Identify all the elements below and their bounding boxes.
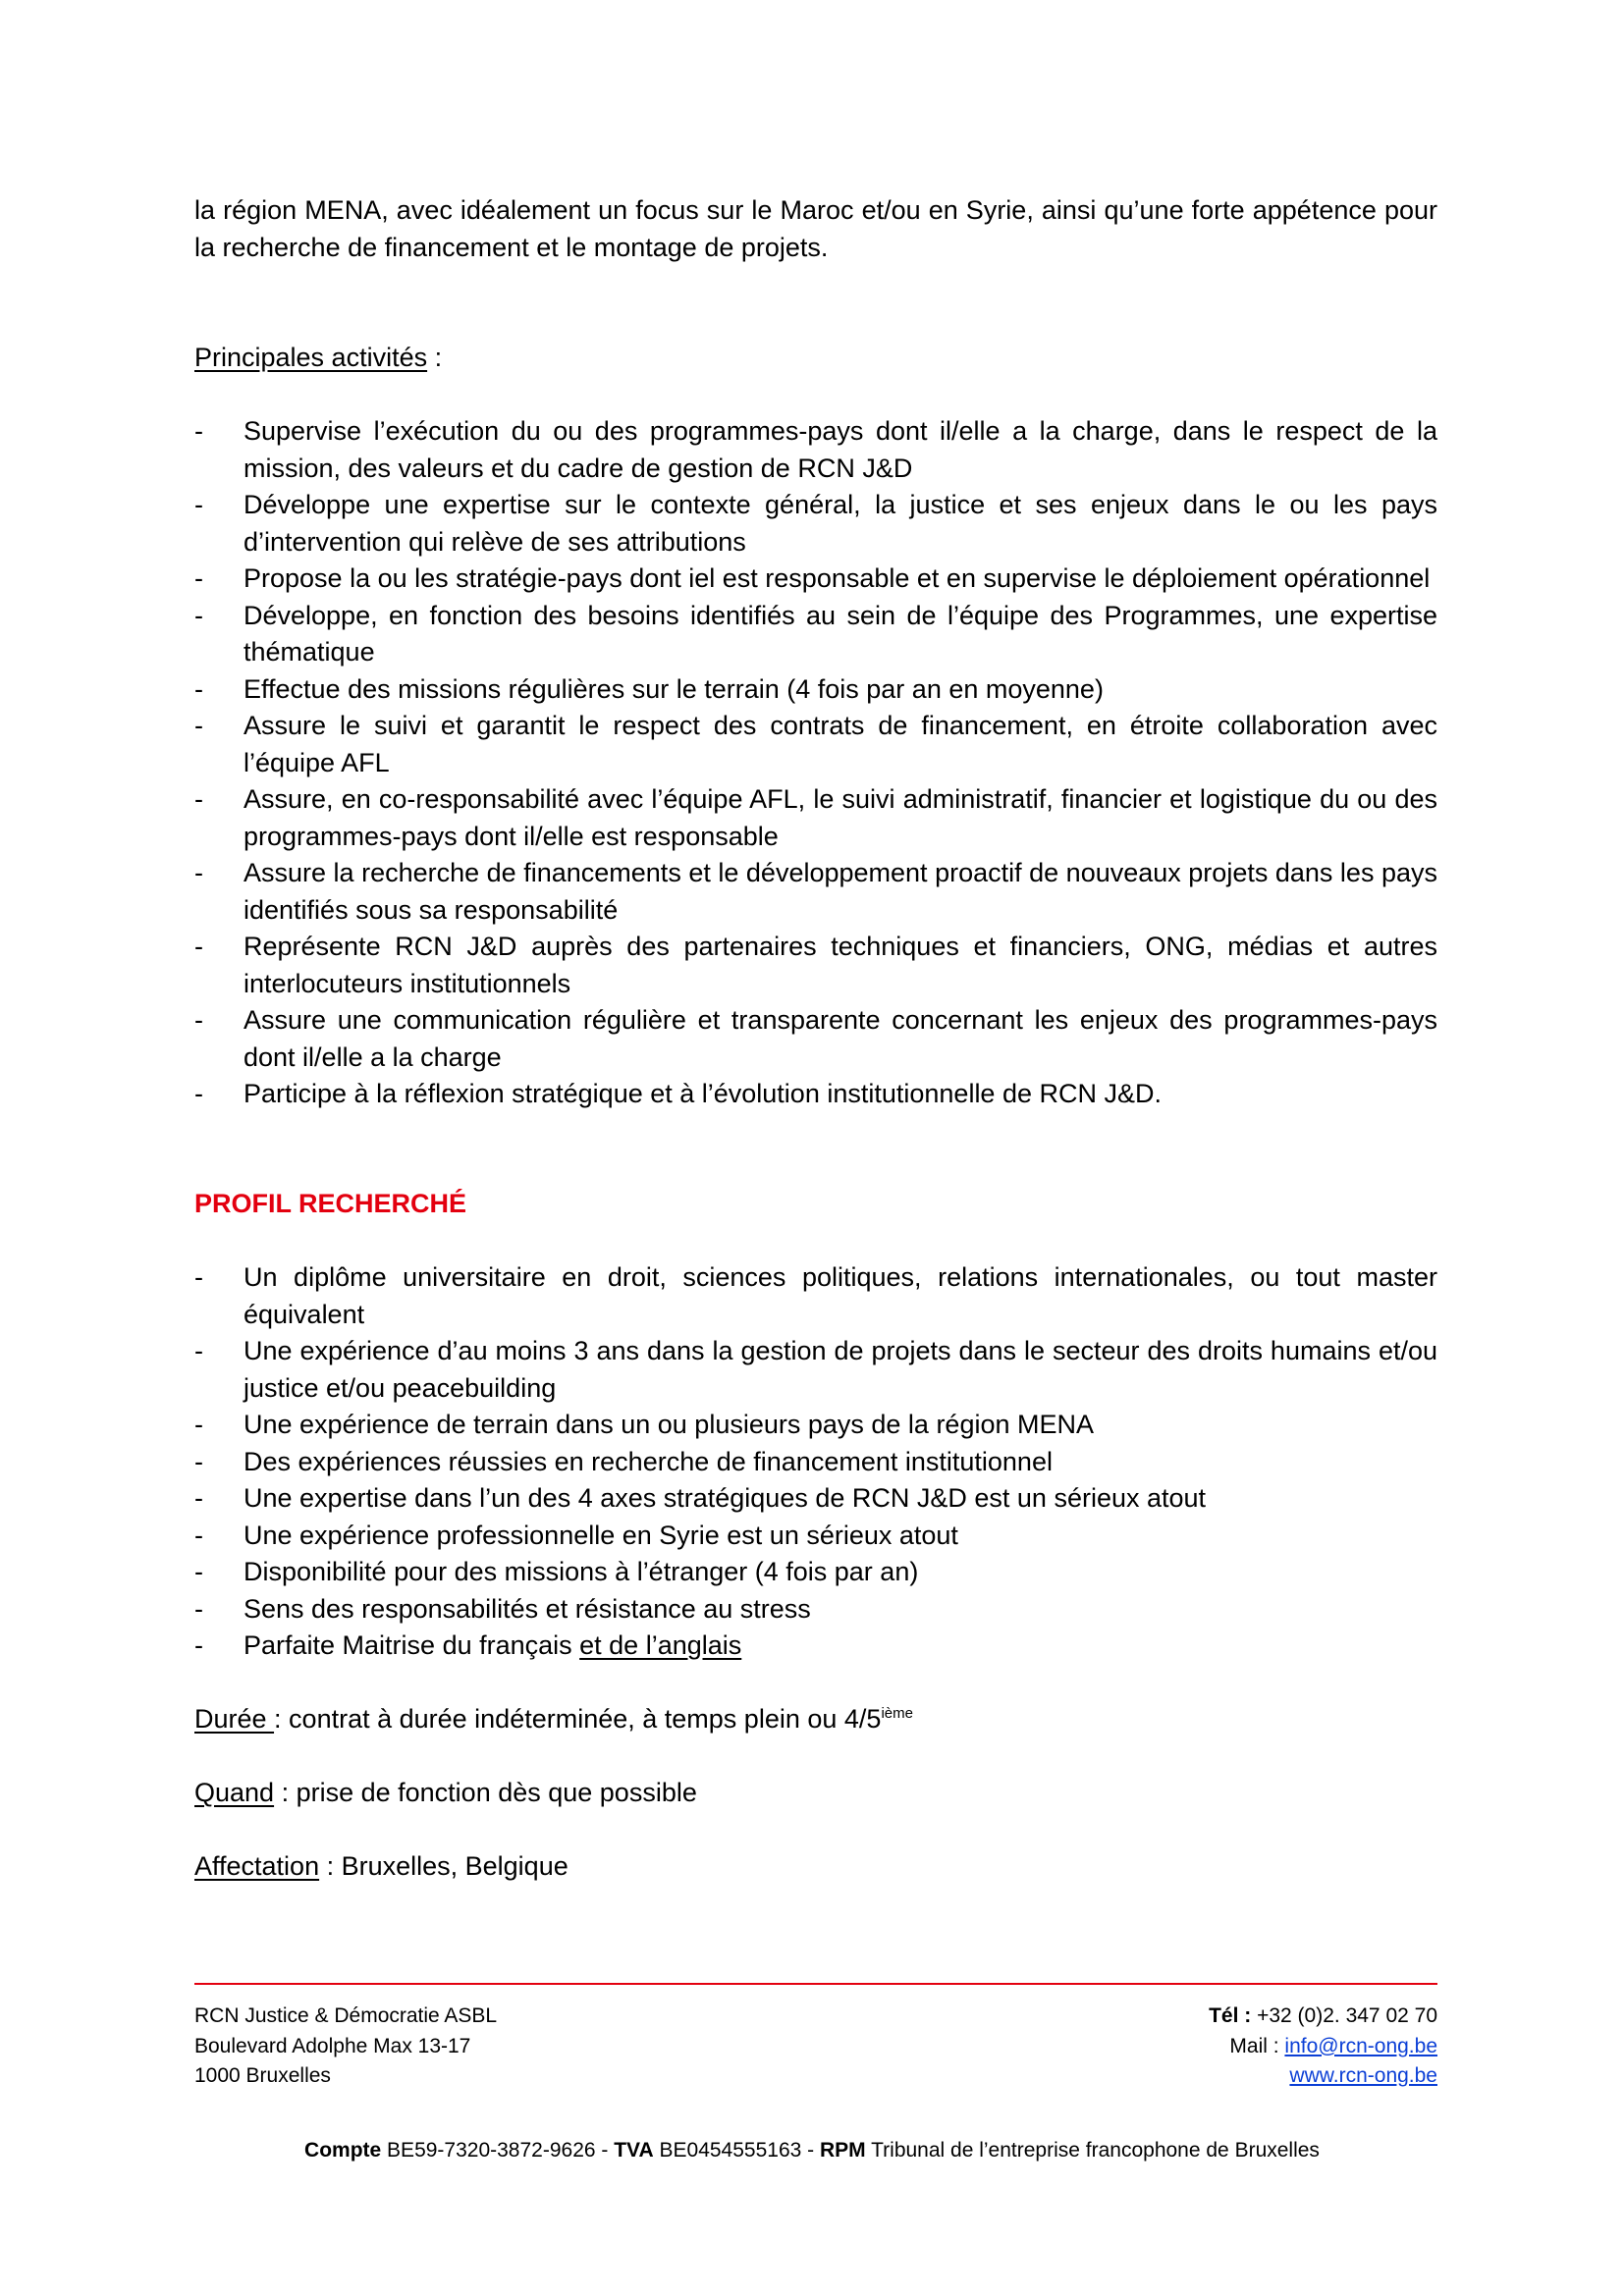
quand-value: : prise de fonction dès que possible: [274, 1778, 697, 1807]
footer-mail-label: Mail :: [1229, 2034, 1285, 2057]
activities-heading-label: Principales activités: [194, 343, 428, 372]
affectation-label: Affectation: [194, 1851, 320, 1881]
list-item: - Effectue des missions régulières sur le terrain (4 fois par an en moyenne): [194, 671, 1437, 709]
language-item-text: Parfaite Maitrise du français: [244, 1630, 580, 1660]
list-item: - Assure le suivi et garantit le respect des contrats de financement, en étroite collaboration avec l’équipe AFL: [194, 708, 1437, 781]
list-item: - Participe à la réflexion stratégique et à l’évolution institutionnelle de RCN J&D.: [194, 1076, 1437, 1113]
duree-label: Durée: [194, 1704, 275, 1734]
list-item: - Une expertise dans l’un des 4 axes stratégiques de RCN J&D est un sérieux atout: [194, 1480, 1437, 1518]
duree-line: [194, 1701, 1437, 1738]
intro-paragraph: la région MENA, avec idéalement un focus sur le Maroc et/ou en Syrie, ainsi qu’une forte appétence pour la recherche de financement et le montage de projets.: [194, 195, 1437, 262]
list-item: - Un diplôme universitaire en droit, sciences politiques, relations internationales, ou tout master équivalent: [194, 1259, 1437, 1333]
footer-phone-label: Tél :: [1209, 2004, 1252, 2027]
activities-list: [194, 413, 1437, 1113]
footer-phone-value: +32 (0)2. 347 02 70: [1251, 2004, 1437, 2027]
quand-line: [194, 1775, 1437, 1812]
rpm-value: Tribunal de l’entreprise francophone de Bruxelles: [865, 2139, 1320, 2162]
intro-section: [194, 192, 1437, 266]
list-item: - Assure la recherche de financements et le développement proactif de nouveaux projets dans les pays identifiés sous sa responsabilité: [194, 855, 1437, 929]
footer-org-name: RCN Justice & Démocratie ASBL: [194, 2004, 498, 2027]
list-item: - Disponibilité pour des missions à l’étranger (4 fois par an): [194, 1554, 1437, 1591]
footer-website-link[interactable]: www.rcn-ong.be: [1289, 2064, 1437, 2087]
profile-heading: PROFIL RECHERCHÉ: [194, 1189, 467, 1218]
tva-label: TVA: [614, 2139, 654, 2162]
footer-mail: [1209, 2032, 1437, 2062]
list-item: - Des expériences réussies en recherche de financement institutionnel: [194, 1444, 1437, 1481]
activities-heading: [194, 340, 1437, 377]
list-item: - Assure, en co-responsabilité avec l’équipe AFL, le suivi administratif, financier et logistique du ou des programmes-pays dont il/elle est responsable: [194, 781, 1437, 855]
list-item: - Supervise l’exécution du ou des programmes-pays dont il/elle a la charge, dans le respect de la mission, des valeurs et du cadre de gestion de RCN J&D: [194, 413, 1437, 487]
duree-superscript: ième: [881, 1705, 913, 1722]
activities-heading-suffix: :: [427, 343, 443, 372]
footer-address-block: [194, 2002, 497, 2092]
activities-section: [194, 340, 1437, 1113]
rpm-label: RPM: [819, 2139, 866, 2162]
footer-mail-link[interactable]: info@rcn-ong.be: [1284, 2034, 1437, 2057]
footer-city: 1000 Bruxelles: [194, 2064, 331, 2087]
footer-website: [1209, 2061, 1437, 2092]
list-item: - Représente RCN J&D auprès des partenaires techniques et financiers, ONG, médias et autres interlocuteurs institutionnels: [194, 929, 1437, 1002]
footer-address: Boulevard Adolphe Max 13-17: [194, 2034, 471, 2057]
duree-value: : contrat à durée indéterminée, à temps plein ou 4/5: [274, 1704, 882, 1734]
list-item: - Une expérience de terrain dans un ou plusieurs pays de la région MENA: [194, 1407, 1437, 1444]
list-item: - Sens des responsabilités et résistance au stress: [194, 1591, 1437, 1629]
list-item: - Développe une expertise sur le contexte général, la justice et ses enjeux dans le ou les pays d’intervention qui relève de ses attributions: [194, 487, 1437, 561]
list-item: [194, 1628, 1437, 1665]
footer-phone: [1209, 2002, 1437, 2032]
language-item-underlined: et de l’anglais: [579, 1630, 742, 1660]
footer-contact-block: [1209, 2002, 1437, 2092]
list-item: - Assure une communication régulière et transparente concernant les enjeux des programmes-pays dont il/elle a la charge: [194, 1002, 1437, 1076]
affectation-value: : Bruxelles, Belgique: [319, 1851, 568, 1881]
footer-divider: [194, 1983, 1437, 1985]
compte-value: BE59-7320-3872-9626 -: [381, 2139, 615, 2162]
profile-section: [194, 1186, 1437, 1665]
profile-list: [194, 1259, 1437, 1665]
list-item: - Une expérience d’au moins 3 ans dans la gestion de projets dans le secteur des droits humains et/ou justice et/ou peacebuilding: [194, 1333, 1437, 1407]
list-item: - Développe, en fonction des besoins identifiés au sein de l’équipe des Programmes, une expertise thématique: [194, 598, 1437, 671]
affectation-line: [194, 1848, 1437, 1886]
footer-registration-line: [0, 2136, 1624, 2165]
tva-value: BE0454555163 -: [653, 2139, 820, 2162]
quand-label: Quand: [194, 1778, 275, 1807]
list-item: - Une expérience professionnelle en Syrie est un sérieux atout: [194, 1518, 1437, 1555]
compte-label: Compte: [304, 2139, 382, 2162]
list-item: - Propose la ou les stratégie-pays dont iel est responsable et en supervise le déploiement opérationnel: [194, 561, 1437, 598]
